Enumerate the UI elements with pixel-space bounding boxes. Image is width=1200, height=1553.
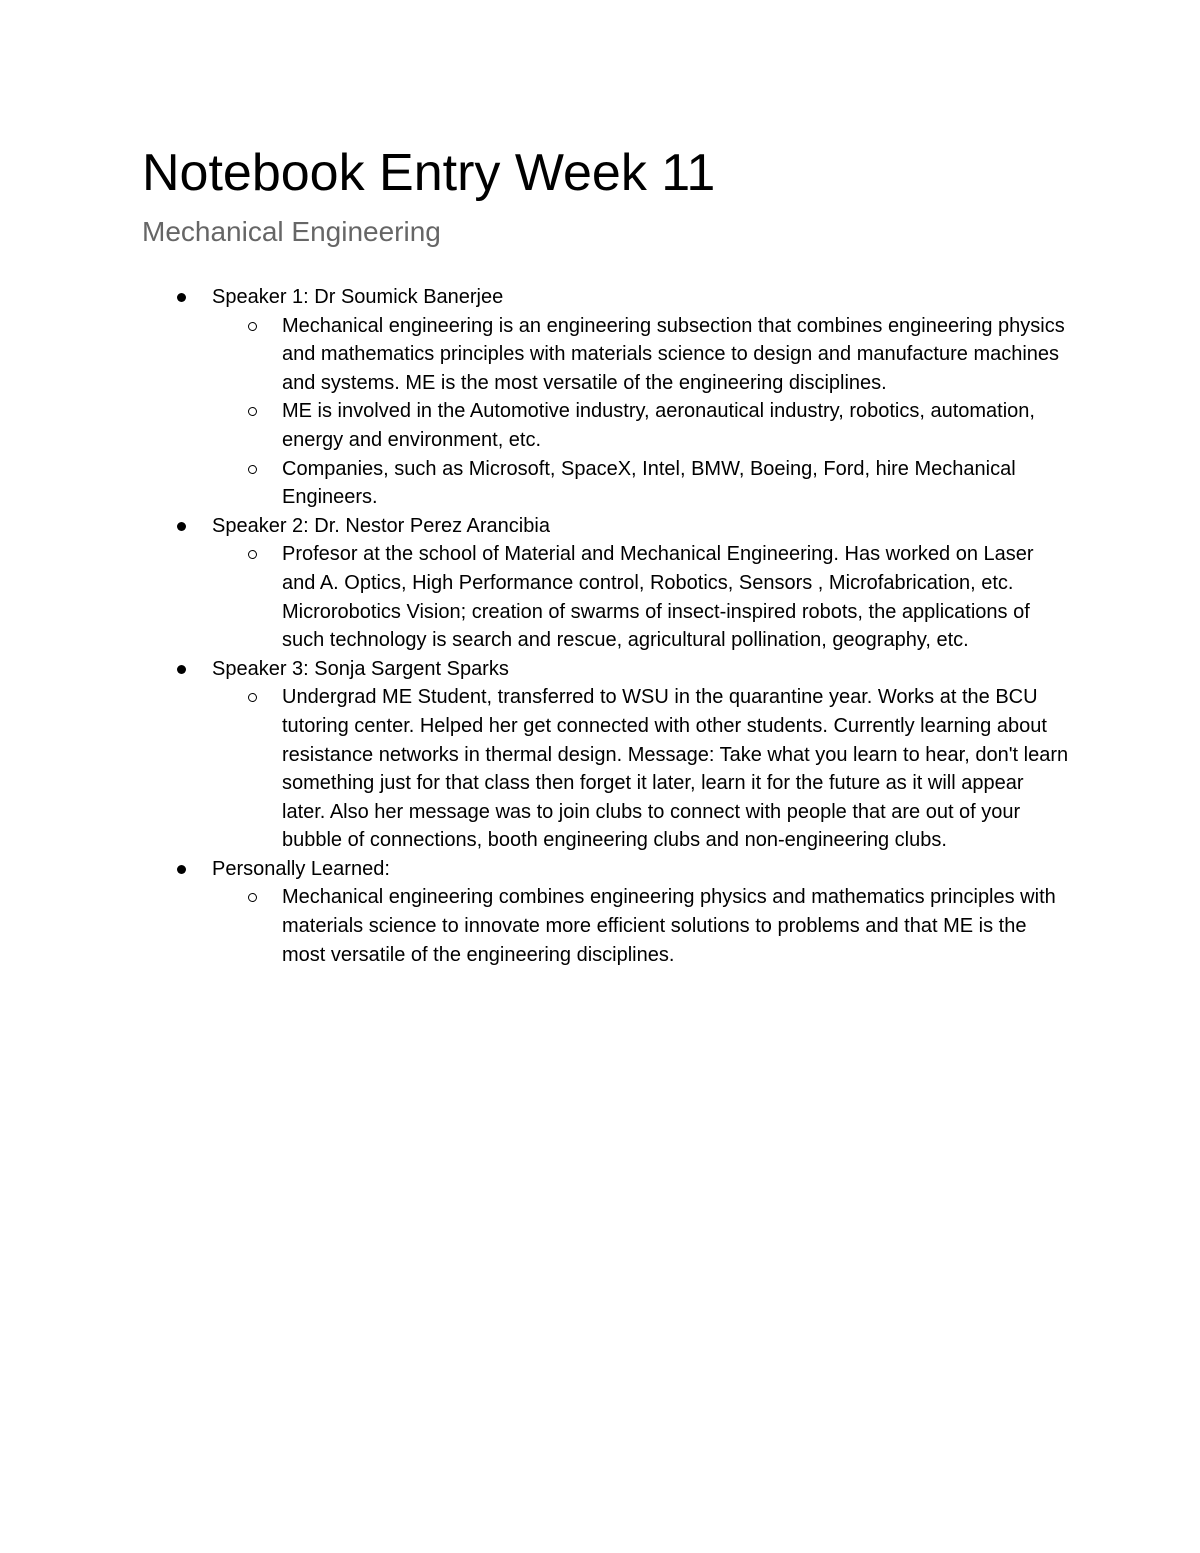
list-item-text: Undergrad ME Student, transferred to WSU in the quarantine year. Works at the BCU tutoring center. Helped her get connected with other students. Currently learning about resistance networks in thermal design. Message: Take what you learn to hear, don't learn something just for that class then forget it later, learn it for the future as it will appear later. Also her message was to join clubs to connect with people that are out of your bubble of connections, booth engineering clubs and non-engineering clubs. [282, 686, 1069, 852]
list-item-speaker-1 [0, 283, 1200, 312]
list-item [0, 455, 1200, 512]
disc-bullet-icon [177, 522, 186, 531]
list-item-text: Companies, such as Microsoft, SpaceX, Intel, BMW, Boeing, Ford, hire Mechanical Engineers. [282, 457, 1016, 509]
circle-bullet-icon [248, 322, 257, 331]
list-item-personally-learned [0, 855, 1200, 884]
list-item-text: Mechanical engineering combines engineering physics and mathematics principles with materials science to innovate more efficient solutions to problems and that ME is the most versatile of the engineering disciplines. [282, 886, 1056, 966]
list-item-heading: Speaker 2: Dr. Nestor Perez Arancibia [212, 514, 550, 537]
document-subtitle: Mechanical Engineering [142, 216, 441, 247]
list-item-heading: Speaker 1: Dr Soumick Banerjee [212, 286, 504, 308]
list-item-heading: Personally Learned: [212, 857, 390, 880]
disc-bullet-icon [177, 665, 186, 674]
list-item [0, 683, 1200, 855]
circle-bullet-icon [248, 693, 257, 702]
list-item-speaker-2 [0, 512, 1200, 541]
disc-bullet-icon [177, 865, 186, 874]
list-item [0, 883, 1200, 969]
disc-bullet-icon [177, 293, 186, 302]
list-item-speaker-3 [0, 655, 1200, 684]
list-item-text: ME is involved in the Automotive industry, aeronautical industry, robotics, automation, energy and environment, etc. [282, 400, 1035, 451]
circle-bullet-icon [248, 893, 257, 902]
list-item [0, 397, 1200, 454]
list-item-text: Profesor at the school of Material and Mechanical Engineering. Has worked on Laser and A. Optics, High Performance control, Robotics, Sensors , Microfabrication, etc. Microrobotics Vision; creation of swarms of insect-inspired robots, the applications of such technology is search and rescue, agricultural pollination, geography, etc. [282, 543, 1034, 652]
list-item [0, 540, 1200, 654]
document-title: Notebook Entry Week 11 [142, 144, 716, 202]
circle-bullet-icon [248, 465, 257, 474]
circle-bullet-icon [248, 407, 257, 416]
circle-bullet-icon [248, 550, 257, 559]
list-item-text: Mechanical engineering is an engineering subsection that combines engineering physics and mathematics principles with materials science to design and manufacture machines and systems. ME is the most versatile of the engineering disciplines. [282, 314, 1065, 394]
notes-list [0, 283, 1200, 969]
list-item [0, 312, 1200, 398]
list-item-heading: Speaker 3: Sonja Sargent Sparks [212, 657, 509, 680]
